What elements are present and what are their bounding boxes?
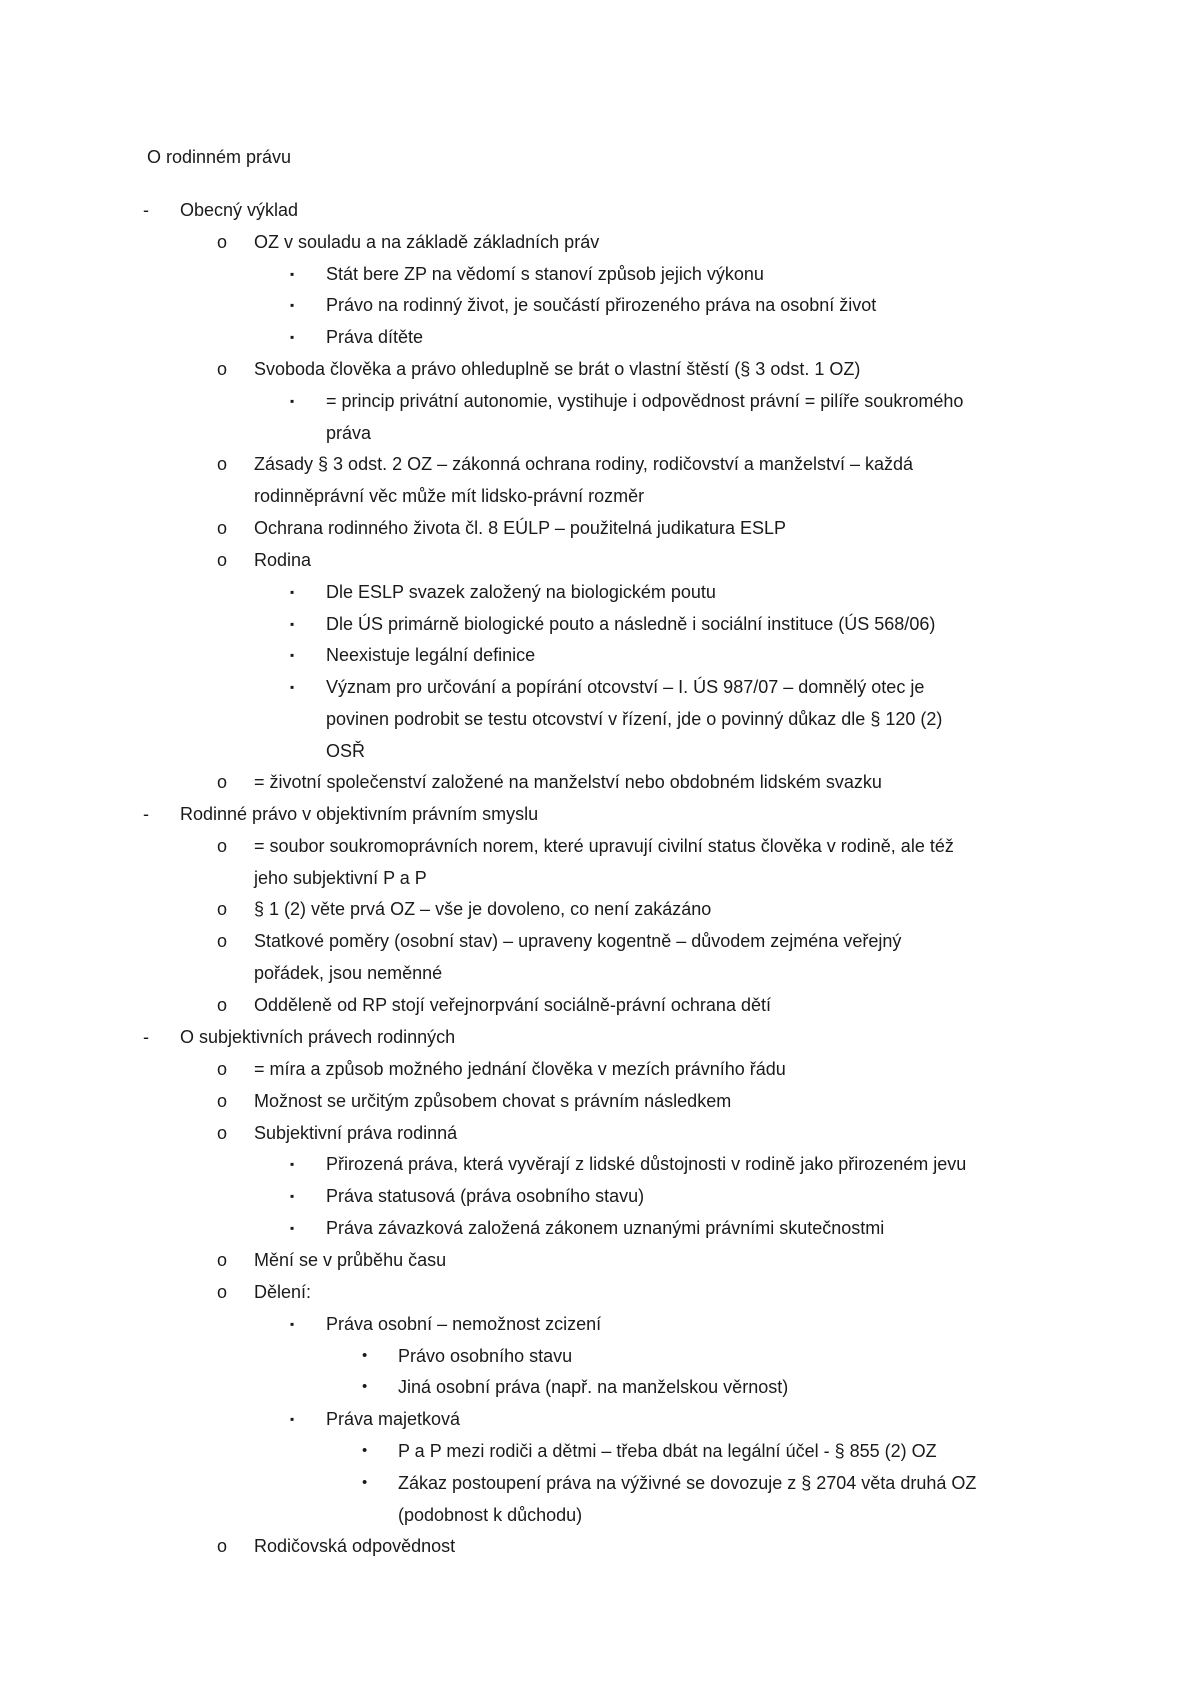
list-marker: - [143, 1027, 149, 1047]
list-item-text: Dle ÚS primárně biologické pouto a následně i sociální instituce (ÚS 568/06) [326, 614, 936, 634]
list-item-text: Subjektivní práva rodinná [254, 1123, 458, 1143]
list-item-text: Práva závazková založená zákonem uznanými právními skutečnostmi [326, 1218, 885, 1238]
list-item-text: Práva statusová (práva osobního stavu) [326, 1186, 645, 1206]
list-marker: ▪ [290, 617, 295, 631]
list-marker: o [217, 232, 228, 252]
list-marker: o [217, 899, 228, 919]
list-item-text: Odděleně od RP stojí veřejnorpvání sociálně-právní ochrana dětí [254, 995, 771, 1015]
list-item-text: Právo na rodinný život, je součástí přirozeného práva na osobní život [326, 295, 877, 315]
list-item-text: § 1 (2) věte prvá OZ – vše je dovoleno, co není zakázáno [254, 899, 712, 919]
list-item-text: Statkové poměry (osobní stav) – upraveny kogentně – důvodem zejména veřejný [254, 931, 902, 951]
list-marker: • [362, 1347, 368, 1364]
list-item-text: Rodičovská odpovědnost [254, 1536, 456, 1556]
list-item-text: Obecný výklad [180, 200, 299, 220]
list-item-text: Právo osobního stavu [398, 1346, 573, 1366]
list-marker: ▪ [290, 298, 295, 312]
list-item-text: O subjektivních právech rodinných [180, 1027, 456, 1047]
list-item-text: P a P mezi rodiči a dětmi – třeba dbát na legální účel - § 855 (2) OZ [398, 1441, 937, 1461]
list-item-text: Zásady § 3 odst. 2 OZ – zákonná ochrana rodiny, rodičovství a manželství – každá [254, 454, 914, 474]
list-marker: o [217, 454, 228, 474]
list-item-text: Neexistuje legální definice [326, 645, 536, 665]
list-marker: - [143, 200, 149, 220]
list-marker: ▪ [290, 1317, 295, 1331]
list-marker: o [217, 1091, 228, 1111]
list-marker: o [217, 1536, 228, 1556]
list-marker: ▪ [290, 1412, 295, 1426]
list-marker: • [362, 1378, 368, 1395]
list-marker: o [217, 836, 228, 856]
list-item-text: Dělení: [254, 1282, 312, 1302]
list-item-text: Ochrana rodinného života čl. 8 EÚLP – použitelná judikatura ESLP [254, 518, 786, 538]
list-marker: o [217, 359, 228, 379]
list-marker: o [217, 550, 228, 570]
list-item-text: OSŘ [326, 741, 366, 761]
list-marker: ▪ [290, 1189, 295, 1203]
list-marker: - [143, 804, 149, 824]
list-item-text: Rodina [254, 550, 312, 570]
list-item-text: Rodinné právo v objektivním právním smyslu [180, 804, 539, 824]
list-item-text: Význam pro určování a popírání otcovství – I. ÚS 987/07 – domnělý otec je [326, 677, 925, 697]
list-item-text: = míra a způsob možného jednání člověka v mezích právního řádu [254, 1059, 786, 1079]
list-item-text: rodinněprávní věc může mít lidsko-právní rozměr [254, 486, 645, 506]
list-marker: o [217, 995, 228, 1015]
list-item-text: Svoboda člověka a právo ohleduplně se brát o vlastní štěstí (§ 3 odst. 1 OZ) [254, 359, 861, 379]
list-marker: ▪ [290, 680, 295, 694]
list-item-text: = princip privátní autonomie, vystihuje i odpovědnost právní = pilíře soukromého [326, 391, 964, 411]
list-item-text: Dle ESLP svazek založený na biologickém poutu [326, 582, 716, 602]
list-item-text: povinen podrobit se testu otcovství v řízení, jde o povinný důkaz dle § 120 (2) [326, 709, 943, 729]
list-item-text: Zákaz postoupení práva na výživné se dovozuje z § 2704 věta druhá OZ [398, 1473, 977, 1493]
list-item-text: = životní společenství založené na manželství nebo obdobném lidském svazku [254, 772, 882, 792]
list-item-text: jeho subjektivní P a P [254, 868, 427, 888]
list-marker: • [362, 1442, 368, 1459]
list-marker: ▪ [290, 330, 295, 344]
list-marker: o [217, 772, 228, 792]
list-marker: o [217, 1282, 228, 1302]
list-marker: ▪ [290, 1221, 295, 1235]
document-title: O rodinném právu [147, 147, 292, 167]
list-item-text: Přirozená práva, která vyvěrají z lidské důstojnosti v rodině jako přirozeném jevu [326, 1154, 967, 1174]
list-marker: o [217, 931, 228, 951]
list-marker: ▪ [290, 585, 295, 599]
list-item-text: Možnost se určitým způsobem chovat s právním následkem [254, 1091, 732, 1111]
list-item-text: Mění se v průběhu času [254, 1250, 447, 1270]
list-marker: ▪ [290, 394, 295, 408]
list-marker: • [362, 1474, 368, 1491]
list-marker: ▪ [290, 1157, 295, 1171]
list-marker: o [217, 1123, 228, 1143]
list-item-text: OZ v souladu a na základě základních práv [254, 232, 600, 252]
list-marker: ▪ [290, 648, 295, 662]
list-marker: ▪ [290, 267, 295, 281]
list-marker: o [217, 1059, 228, 1079]
list-item-text: = soubor soukromoprávních norem, které upravují civilní status člověka v rodině, ale též [254, 836, 954, 856]
list-item-text: Práva dítěte [326, 327, 424, 347]
list-item-text: Jiná osobní práva (např. na manželskou věrnost) [398, 1377, 789, 1397]
list-marker: o [217, 1250, 228, 1270]
list-item-text: (podobnost k důchodu) [398, 1505, 583, 1525]
list-item-text: Práva majetková [326, 1409, 461, 1429]
list-item-text: pořádek, jsou neměnné [254, 963, 443, 983]
list-item-text: Práva osobní – nemožnost zcizení [326, 1314, 602, 1334]
list-item-text: práva [326, 423, 372, 443]
list-marker: o [217, 518, 228, 538]
list-item-text: Stát bere ZP na vědomí s stanoví způsob jejich výkonu [326, 264, 764, 284]
